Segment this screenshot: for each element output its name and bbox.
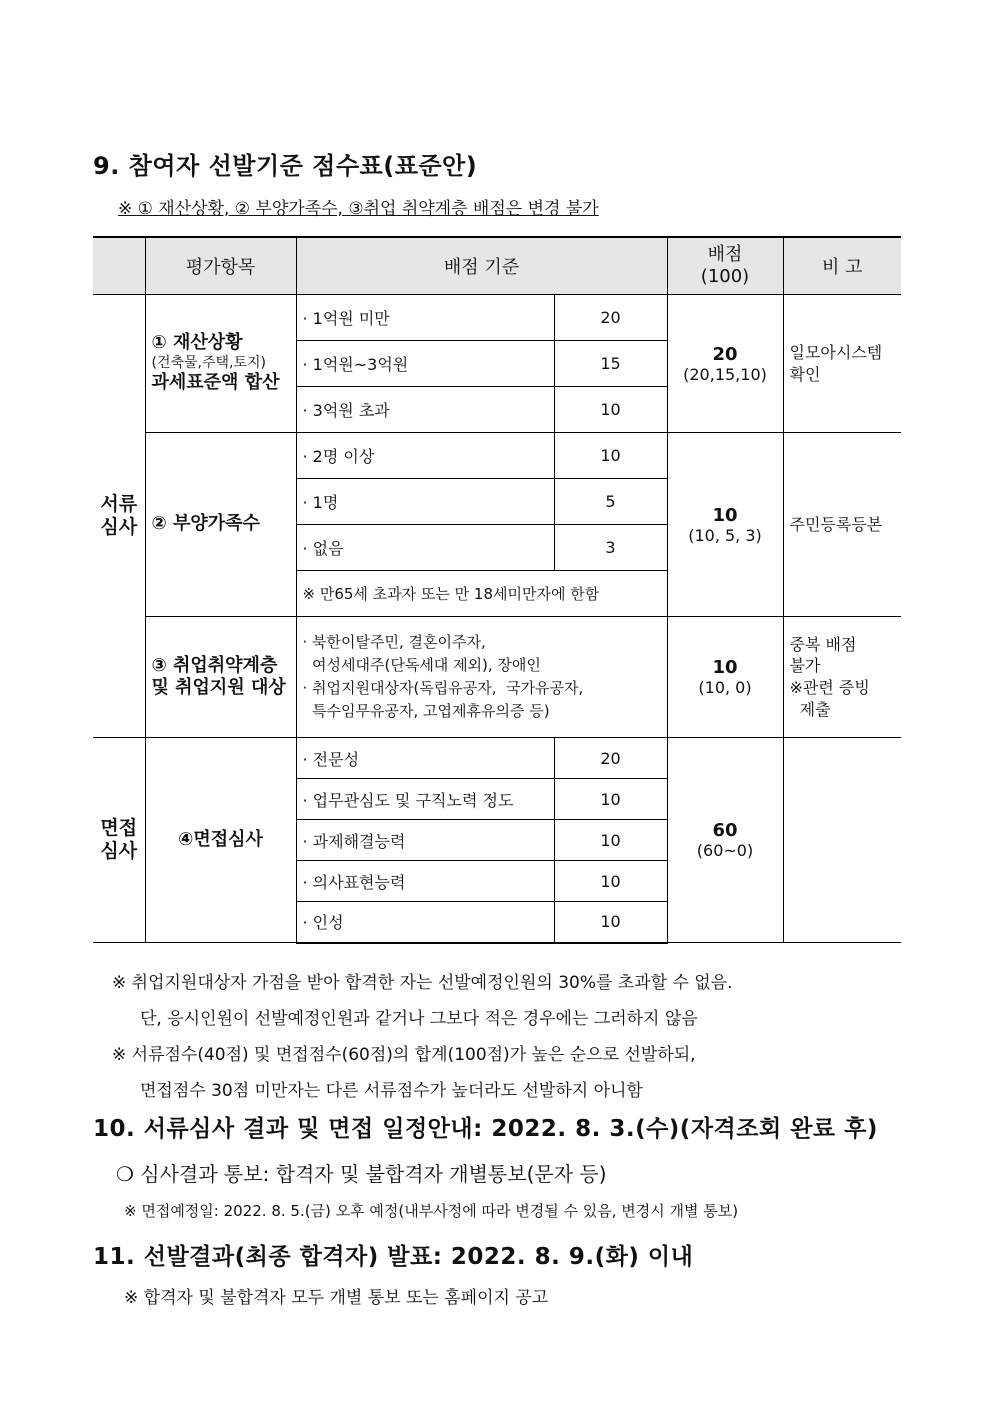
criteria-label: · 인성 [296,902,554,943]
criteria-points: 20 [554,738,667,779]
item-property-title2: 과세표준액 합산 [151,372,280,394]
header-score-line2: (100) [700,266,750,287]
criteria-label: · 3억원 초과 [296,387,554,433]
section10-note: ※ 면접예정일: 2022. 8. 5.(금) 오후 예정(내부사정에 따라 변경될 수 있음, 변경시 개별 통보) [124,1202,739,1220]
note-2b: 면접점수 30점 미만자는 다른 서류점수가 높더라도 선발하지 아니함 [140,1081,643,1101]
criteria-points: 10 [554,433,667,479]
header-remark: 비 고 [783,237,901,295]
criteria-label: · 2명 이상 [296,433,554,479]
section10-bullet: ❍ 심사결과 통보: 합격자 및 불합격자 개별통보(문자 등) [116,1162,607,1186]
section10-title: 10. 서류심사 결과 및 면접 일정안내: 2022. 8. 3.(수)(자격조회 완료 후) [93,1116,878,1142]
section11-title: 11. 선발결과(최종 합격자) 발표: 2022. 8. 9.(화) 이내 [93,1244,694,1270]
header-score [667,237,783,295]
header-blank [93,237,145,295]
vulnerable-score-sub: (10, 0) [698,678,752,697]
criteria-label: · 1억원 미만 [296,295,554,341]
header-item: 평가항목 [145,237,296,295]
note-2a: ※ 서류점수(40점) 및 면접점수(60점)의 합계(100점)가 높은 순으로 선발하되, [112,1045,696,1065]
vulnerable-score-value: 10 [712,657,738,678]
property-score-value: 20 [712,343,738,365]
criteria-label: · 전문성 [296,738,554,779]
interview-remark [783,738,901,943]
table-row [93,295,901,341]
criteria-label: · 1억원~3억원 [296,341,554,387]
criteria-points: 10 [554,820,667,861]
vulnerable-score [667,617,783,738]
table-row [93,617,901,738]
criteria-points: 20 [554,295,667,341]
interview-score [667,738,783,943]
interview-score-value: 60 [712,820,738,841]
item-interview: ④면접심사 [145,738,296,943]
table-row [93,433,901,479]
family-score-sub: (10, 5, 3) [688,525,762,545]
item-family: ② 부양가족수 [145,433,296,617]
property-score-sub: (20,15,10) [683,364,767,384]
family-footnote: ※ 만65세 초과자 또는 만 18세미만자에 한함 [296,571,667,617]
criteria-points: 10 [554,779,667,820]
score-table [93,236,901,944]
section9-note: ※ ① 재산상황, ② 부양가족수, ③취업 취약계층 배점은 변경 불가 [118,199,599,219]
note-1b: 단, 응시인원이 선발예정인원과 같거나 그보다 적은 경우에는 그러하지 않음 [140,1009,698,1029]
category-interview: 면접 심사 [93,738,145,943]
item-property [145,295,296,433]
family-score [667,433,783,617]
vulnerable-remark: 중복 배점 불가 ※관련 증빙 제출 [783,617,901,738]
table-row [93,738,901,779]
interview-score-sub: (60~0) [696,841,754,860]
item-property-title: ① 재산상황 [151,332,243,354]
category-doc-review: 서류 심사 [93,295,145,738]
table-header-row [93,237,901,295]
criteria-points: 3 [554,525,667,571]
criteria-label: · 업무관심도 및 구직노력 정도 [296,779,554,820]
criteria-points: 5 [554,479,667,525]
criteria-label: · 1명 [296,479,554,525]
item-property-sub: (건축물,주택,토지) [151,354,266,371]
item-vulnerable: ③ 취업취약계층 및 취업지원 대상 [145,617,296,738]
family-remark: 주민등록등본 [783,433,901,617]
criteria-points: 10 [554,387,667,433]
criteria-label: · 없음 [296,525,554,571]
family-score-value: 10 [712,504,738,526]
criteria-label: · 과제해결능력 [296,820,554,861]
vulnerable-criteria: · 북한이탈주민, 결혼이주자, 여성세대주(단독세대 제외), 장애인 · 취업지원대상자(독립유공자, 국가유공자, 특수임무유공자, 고엽제휴유의증 등) [296,617,667,738]
criteria-points: 10 [554,861,667,902]
criteria-points: 10 [554,902,667,943]
criteria-label: · 의사표현능력 [296,861,554,902]
property-remark: 일모아시스템 확인 [783,295,901,433]
header-criteria: 배점 기준 [296,237,667,295]
header-score-line1: 배점 [707,244,743,266]
criteria-points: 15 [554,341,667,387]
section11-note: ※ 합격자 및 불합격자 모두 개별 통보 또는 홈페이지 공고 [124,1288,549,1308]
property-score [667,295,783,433]
section9-title: 9. 참여자 선발기준 점수표(표준안) [93,152,478,180]
note-1a: ※ 취업지원대상자 가점을 받아 합격한 자는 선발예정인원의 30%를 초과할 수 없음. [112,973,733,993]
